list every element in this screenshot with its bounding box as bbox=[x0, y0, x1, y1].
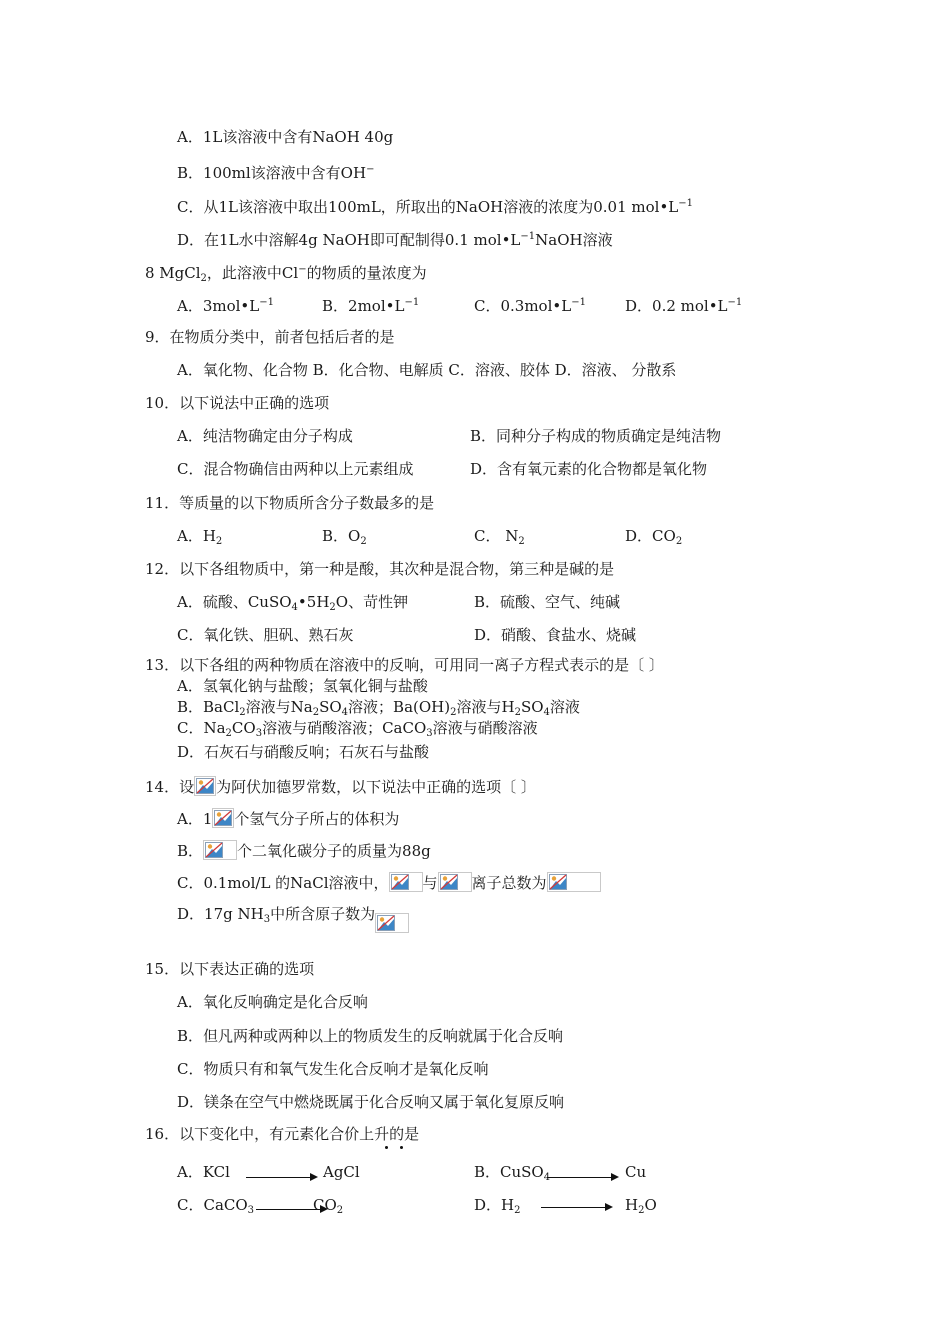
q13-stem: 13．以下各组的两种物质在溶液中的反响，可用同一离子方程式表示的是〔 〕 bbox=[145, 656, 664, 674]
q7-option-c: C．从1L该溶液中取出100mL，所取出的NaOH溶液的浓度为0.01 $mol•L^{-1}$ bbox=[177, 198, 694, 216]
q8-option-d: D．0.2 $mol•L^{-1}$ bbox=[625, 297, 743, 315]
q11-option-c: C． $N_2$ bbox=[474, 527, 525, 547]
q10-option-d: D．含有氧元素的化合物都是氧化物 bbox=[470, 460, 708, 478]
q8-option-c: C．$0.3mol•L^{-1}$ bbox=[474, 297, 586, 315]
q9-options: A．氧化物、化合物 B．化合物、电解质 C．溶液、胶体 D．溶液、 分散系 bbox=[177, 361, 677, 379]
q13-option-c: C．$Na_2CO_3$溶液与硝酸溶液；CaCO$_3$溶液与硝酸溶液 bbox=[177, 719, 538, 739]
q13-option-d: D．石灰石与硝酸反响；石灰石与盐酸 bbox=[177, 743, 430, 761]
reaction-arrow bbox=[541, 1207, 611, 1208]
emphasis-dot bbox=[400, 1146, 403, 1149]
q15-option-d: D．镁条在空气中燃烧既属于化合反响又属于氧化复原反响 bbox=[177, 1093, 565, 1111]
q16-d-to: $H_2O$ bbox=[625, 1196, 657, 1216]
q14-option-b: B． 个二氧化碳分子的质量为88g bbox=[177, 842, 431, 860]
q14-option-c: C．0.1mol/L 的NaCl溶液中， 与 离子总数为 bbox=[177, 872, 601, 893]
broken-image-icon bbox=[547, 872, 601, 892]
broken-image-icon bbox=[375, 913, 409, 933]
broken-image-icon bbox=[389, 872, 423, 892]
q16-stem: 16．以下变化中，有元素化合价上升的是 bbox=[145, 1125, 420, 1143]
q16-c-from: C．CaCO$_3$ bbox=[177, 1196, 255, 1216]
q14-stem: 14．设 为阿伏加德罗常数，以下说法中正确的选项〔 〕 bbox=[145, 778, 536, 796]
q7-option-a: A．1L该溶液中含有NaOH 40g bbox=[177, 128, 394, 146]
q10-option-a: A．纯洁物确定由分子构成 bbox=[177, 427, 353, 445]
q15-stem: 15．以下表达正确的选项 bbox=[145, 960, 315, 978]
q12-option-d: D．硝酸、食盐水、烧碱 bbox=[474, 626, 637, 644]
reaction-arrow bbox=[547, 1177, 617, 1178]
q8-option-b: B．$2mol•L^{-1}$ bbox=[322, 297, 420, 315]
q14-option-a: A．1 个氢气分子所占的体积为 bbox=[177, 810, 400, 828]
q13-option-b: B．BaCl$_2$溶液与$Na_2SO_4$溶液；$Ba(OH)_2$溶液与$H_2SO_4$溶液 bbox=[177, 698, 580, 718]
q8-option-a: A．$3mol•L^{-1}$ bbox=[177, 297, 274, 315]
q16-a-from: A．KCl bbox=[177, 1163, 230, 1181]
q15-option-b: B．但凡两种或两种以上的物质发生的反响就属于化合反响 bbox=[177, 1027, 564, 1045]
q7-option-b: B．100ml该溶液中含有OH− bbox=[177, 164, 375, 182]
q10-stem: 10．以下说法中正确的选项 bbox=[145, 394, 330, 412]
q16-d-from: D．$H_2$ bbox=[474, 1196, 521, 1216]
broken-image-icon bbox=[203, 840, 237, 860]
q14-option-d: D．17g $NH_3$中所含原子数为 bbox=[177, 904, 409, 933]
q13-option-a: A．氢氧化钠与盐酸；氢氧化铜与盐酸 bbox=[177, 677, 428, 695]
q10-option-c: C．混合物确信由两种以上元素组成 bbox=[177, 460, 414, 478]
emphasis-dot bbox=[385, 1146, 388, 1149]
q11-stem: 11．等质量的以下物质所含分子数最多的是 bbox=[145, 494, 435, 512]
q16-a-to: AgCl bbox=[323, 1163, 360, 1181]
q12-option-c: C．氧化铁、胆矾、熟石灰 bbox=[177, 626, 354, 644]
q15-option-c: C．物质只有和氧气发生化合反响才是氧化反响 bbox=[177, 1060, 489, 1078]
q10-option-b: B．同种分子构成的物质确定是纯洁物 bbox=[470, 427, 722, 445]
q12-stem: 12．以下各组物质中，第一种是酸，其次种是混合物，第三种是碱的是 bbox=[145, 560, 615, 578]
q12-option-b: B．硫酸、空气、纯碱 bbox=[474, 593, 621, 611]
q15-option-a: A．氧化反响确定是化合反响 bbox=[177, 993, 368, 1011]
q11-option-d: D．$CO_2$ bbox=[625, 527, 683, 547]
broken-image-icon bbox=[194, 776, 216, 796]
reaction-arrow bbox=[256, 1209, 326, 1210]
q16-b-to: Cu bbox=[625, 1163, 647, 1181]
q16-c-to: $CO_2$ bbox=[313, 1196, 344, 1216]
q11-option-a: A．$H_2$ bbox=[177, 527, 223, 547]
q16-b-from: B．CuSO$_4$ bbox=[474, 1163, 551, 1183]
q8-stem: 8 MgCl$_2$，此溶液中Cl−的物质的量浓度为 bbox=[145, 264, 427, 284]
q11-option-b: B．$O_2$ bbox=[322, 527, 367, 547]
broken-image-icon bbox=[438, 872, 472, 892]
broken-image-icon bbox=[212, 808, 234, 828]
q12-option-a: A．硫酸、$CuSO_4•5H_2O$、苛性钾 bbox=[177, 593, 409, 613]
q9-stem: 9．在物质分类中，前者包括后者的是 bbox=[145, 328, 395, 346]
reaction-arrow bbox=[246, 1177, 316, 1178]
q7-option-d: D．在1L水中溶解4g NaOH即可配制得0.1 $mol•L^{-1}NaOH$溶液 bbox=[177, 231, 613, 249]
